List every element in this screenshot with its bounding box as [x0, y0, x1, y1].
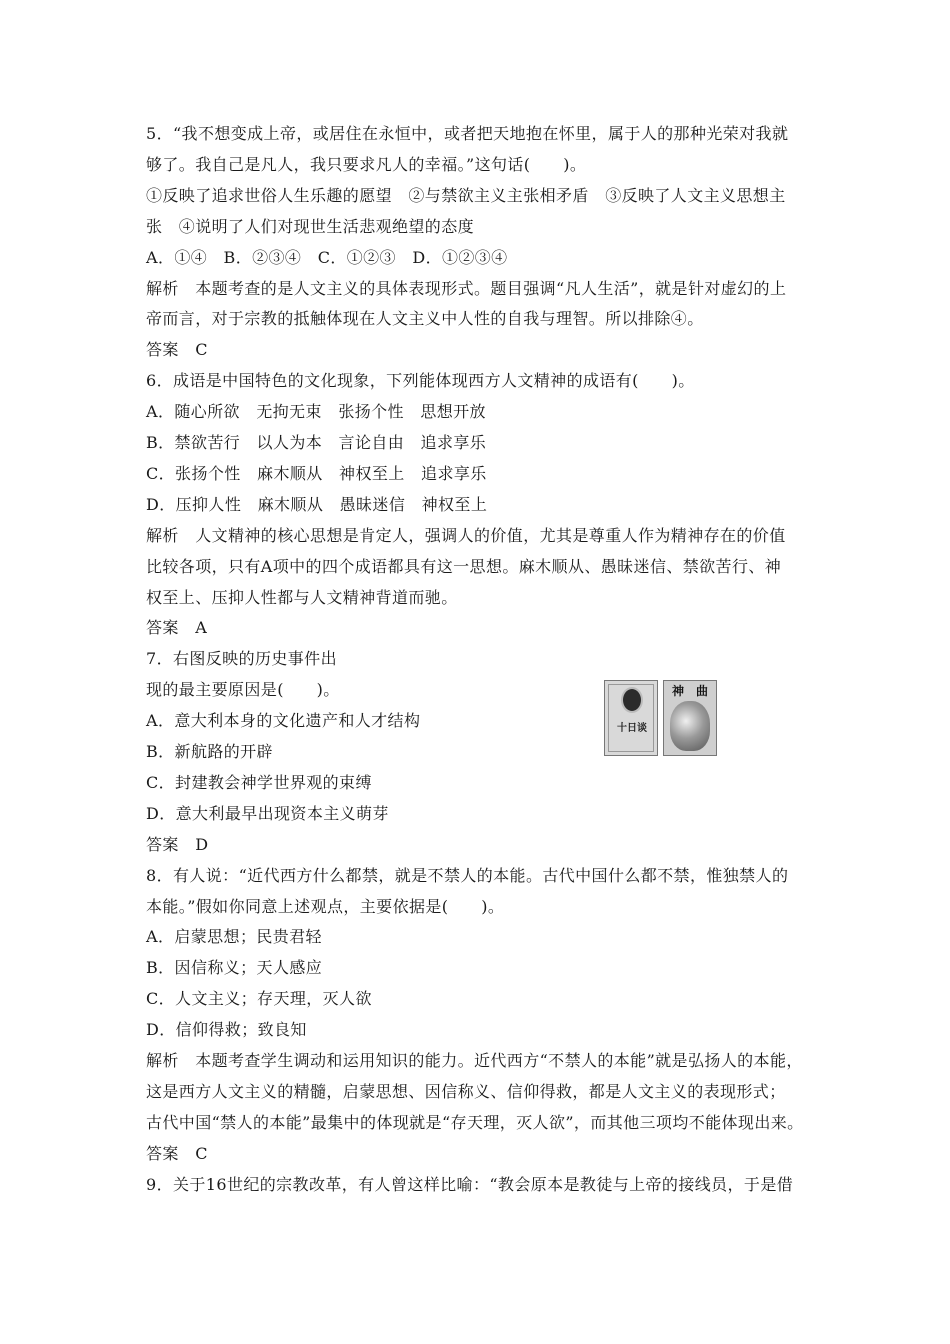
text-line: D．信仰得救；致良知	[146, 1020, 307, 1039]
text-line: 答案 A	[146, 618, 208, 637]
text-line: 张 ④说明了人们对现世生活悲观绝望的态度	[146, 217, 475, 236]
text-line: 比较各项，只有A项中的四个成语都具有这一思想。麻木顺从、愚昧迷信、禁欲苦行、神	[146, 557, 782, 576]
text-line: 解析 本题考查的是人文主义的具体表现形式。题目强调“凡人生活”，就是针对虚幻的上	[146, 279, 787, 298]
text-line: 权至上、压抑人性都与人文精神背道而驰。	[146, 588, 458, 607]
text-line: 答案 C	[146, 1144, 208, 1163]
text-line: B．新航路的开辟	[146, 742, 273, 761]
text-line: 7．右图反映的历史事件出	[146, 649, 337, 668]
text-line: 现的最主要原因是( )。	[146, 680, 340, 699]
text-line: B．禁欲苦行 以人为本 言论自由 追求享乐	[146, 433, 487, 452]
decameron-book-cover	[604, 680, 658, 756]
text-line: B．因信称义；天人感应	[146, 958, 323, 977]
text-line: 够了。我自己是凡人，我只要求凡人的幸福。”这句话( )。	[146, 155, 587, 174]
text-line: 5．“我不想变成上帝，或居住在永恒中，或者把天地抱在怀里，属于人的那种光荣对我就	[146, 124, 789, 143]
text-line: A．启蒙思想；民贵君轻	[146, 927, 322, 946]
text-line: 这是西方人文主义的精髓，启蒙思想、因信称义、信仰得救，都是人文主义的表现形式；	[146, 1082, 786, 1101]
divine-comedy-title: 神 曲	[671, 684, 708, 698]
text-line: ①反映了追求世俗人生乐趣的愿望 ②与禁欲主义主张相矛盾 ③反映了人文主义思想主	[146, 186, 786, 205]
text-line: C．人文主义；存天理，灭人欲	[146, 989, 372, 1008]
text-line: 8．有人说：“近代西方什么都禁，就是不禁人的本能。古代中国什么都不禁，惟独禁人的	[146, 866, 789, 885]
text-line: 帝而言，对于宗教的抵触体现在人文主义中人性的自我与理智。所以排除④。	[146, 309, 704, 328]
portrait-oval	[621, 687, 643, 713]
decameron-title: 十日谈	[617, 723, 647, 734]
text-line: 解析 本题考查学生调动和运用知识的能力。近代西方“不禁人的本能”就是弘扬人的本能，	[146, 1051, 803, 1070]
text-line: C．张扬个性 麻木顺从 神权至上 追求享乐	[146, 464, 487, 483]
text-line: 答案 C	[146, 340, 208, 359]
text-line: A．①④ B．②③④ C．①②③ D．①②③④	[146, 248, 508, 267]
text-line: 解析 人文精神的核心思想是肯定人，强调人的价值，尤其是尊重人作为精神存在的价值	[146, 526, 786, 545]
text-line: C．封建教会神学世界观的束缚	[146, 773, 372, 792]
text-line: A．意大利本身的文化遗产和人才结构	[146, 711, 421, 730]
text-line: 古代中国“禁人的本能”最集中的体现就是“存天理，灭人欲”，而其他三项均不能体现出来。	[146, 1113, 804, 1132]
text-line: A．随心所欲 无拘无束 张扬个性 思想开放	[146, 402, 486, 421]
text-line: 9．关于16世纪的宗教改革，有人曾这样比喻：“教会原本是教徒与上帝的接线员，于是借	[146, 1175, 794, 1194]
cover-illustration	[670, 701, 710, 751]
text-line: D．压抑人性 麻木顺从 愚昧迷信 神权至上	[146, 495, 488, 514]
text-line: 答案 D	[146, 835, 209, 854]
text-line: 6．成语是中国特色的文化现象，下列能体现西方人文精神的成语有( )。	[146, 371, 695, 390]
text-line: 本能。”假如你同意上述观点，主要依据是( )。	[146, 897, 505, 916]
text-line: D．意大利最早出现资本主义萌芽	[146, 804, 389, 823]
divine-comedy-book-cover	[663, 680, 717, 756]
